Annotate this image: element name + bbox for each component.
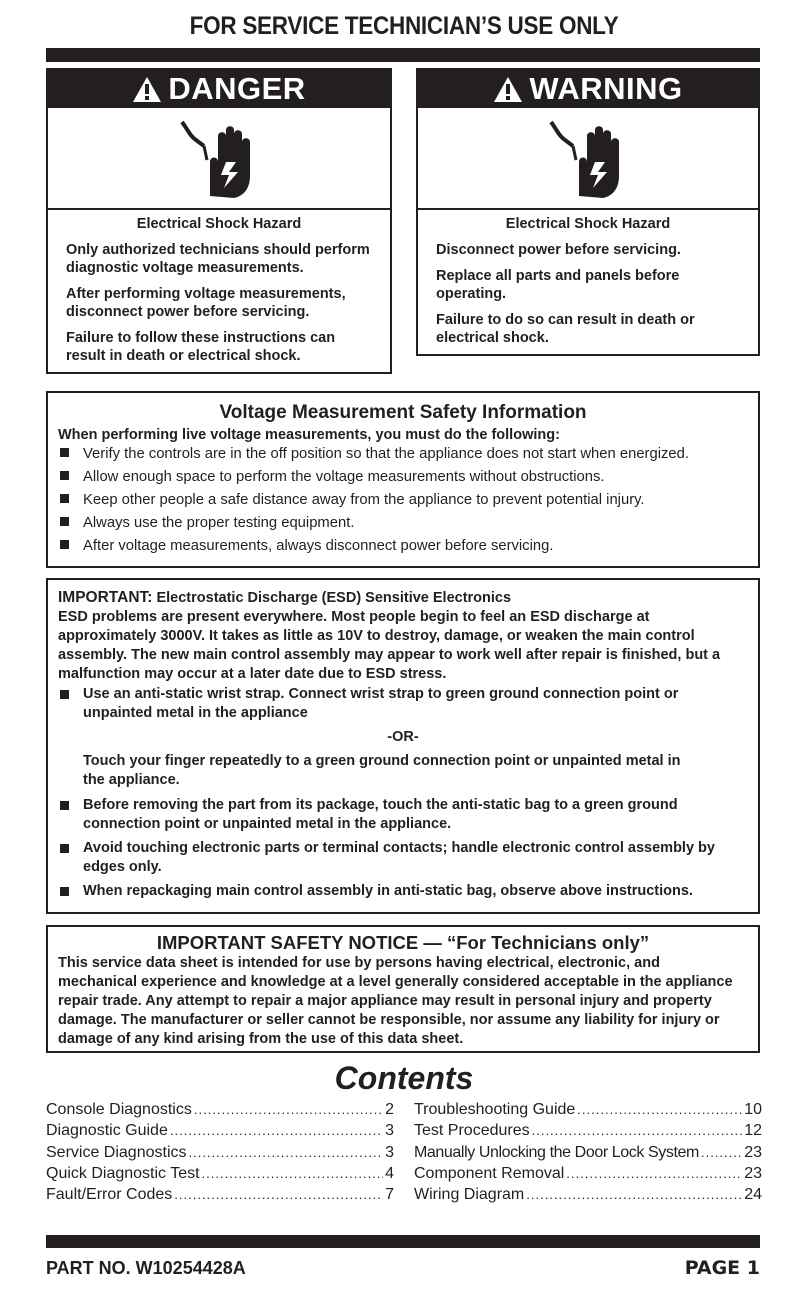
toc-label: Troubleshooting Guide [414, 1101, 576, 1118]
notice-body: This service data sheet is intended for use by persons having electrical, electronic, and mechanical experience and knowledge at a level generally considered acceptable in the appliance repair trade. Any attempt to repair a major appliance may result in personal injury and property damage. The manufacturer or seller cannot be responsible, nor assume any liability for injury or damage of any kind arising from the use of this data sheet. [58, 955, 733, 1047]
toc-entry[interactable] [46, 1184, 394, 1205]
danger-title: Electrical Shock Hazard [136, 216, 302, 232]
list-item: Use an anti-static wrist strap. Connect wrist strap to green ground connection point or unpainted metal in the appliance [48, 685, 758, 723]
esd-box [46, 578, 760, 914]
list-item: Allow enough space to perform the voltage measurements without obstructions. [48, 466, 758, 489]
list-item: Avoid touching electronic parts or terminal contacts; handle electronic control assembly by edges only. [48, 839, 758, 877]
toc-label: Diagnostic Guide [46, 1122, 168, 1140]
danger-label: DANGER [168, 71, 306, 106]
toc-label: Quick Diagnostic Test [46, 1164, 200, 1182]
esd-or: -OR- [387, 729, 419, 745]
toc-entry[interactable] [414, 1163, 762, 1184]
toc-page: 23 [744, 1164, 762, 1182]
esd-heading: Electrostatic Discharge (ESD) Sensitive Electronics [156, 590, 512, 606]
danger-line: After performing voltage measurements, disconnect power before servicing. [66, 286, 346, 320]
toc-page: 10 [744, 1101, 762, 1118]
toc-page: 3 [385, 1122, 394, 1140]
alert-triangle-icon [493, 76, 523, 103]
safety-notice-box [46, 925, 760, 1053]
toc-entry[interactable] [414, 1184, 762, 1205]
contents-title: Contents [334, 1060, 474, 1096]
page-title: FOR SERVICE TECHNICIAN’S USE ONLY [189, 12, 619, 40]
alert-triangle-icon [132, 76, 162, 103]
list-item: Verify the controls are in the off position so that the appliance does not start when energized. [48, 443, 758, 466]
toc-entry[interactable] [46, 1142, 394, 1163]
list-item: Keep other people a safe distance away from the appliance to prevent potential injury. [48, 489, 758, 512]
toc-right [414, 1099, 762, 1205]
warning-line: Disconnect power before servicing. [436, 242, 681, 258]
toc-left [46, 1099, 394, 1205]
list-item: Before removing the part from its package, touch the anti-static bag to a green ground connection point or unpainted metal in the appliance. [48, 796, 758, 834]
toc-entry[interactable] [414, 1099, 762, 1120]
toc-page: 12 [744, 1122, 762, 1140]
warning-title: Electrical Shock Hazard [505, 216, 671, 232]
list-item: Always use the proper testing equipment. [48, 512, 758, 535]
toc-page: 4 [385, 1164, 394, 1182]
toc-page: 24 [744, 1186, 762, 1204]
footer-rule [46, 1235, 760, 1248]
toc-label: Service Diagnostics [46, 1143, 187, 1161]
toc-label: Manually Unlocking the Door Lock System [414, 1143, 699, 1161]
toc-label: Component Removal [414, 1164, 565, 1182]
danger-line: Failure to follow these instructions can result in death or electrical shock. [66, 330, 336, 364]
page-number: PAGE 1 [684, 1257, 760, 1279]
warning-panel [416, 68, 760, 356]
warning-header [418, 70, 758, 108]
voltage-safety-box [46, 391, 760, 568]
danger-panel [46, 68, 392, 374]
warning-line: Replace all parts and panels before operating. [436, 268, 680, 302]
esd-item1-alt: Touch your finger repeatedly to a green ground connection point or unpainted metal in the appliance. [83, 753, 681, 788]
list-item: After voltage measurements, always disconnect power before servicing. [48, 535, 758, 558]
toc-page: 23 [744, 1143, 762, 1161]
toc-label: Wiring Diagram [414, 1186, 525, 1204]
toc-label: Test Procedures [414, 1122, 530, 1140]
toc-entry[interactable] [46, 1099, 394, 1120]
header-rule [46, 48, 760, 62]
danger-header [48, 70, 390, 108]
toc-entry[interactable] [414, 1142, 762, 1163]
warning-label: WARNING [529, 71, 683, 106]
toc-page: 2 [385, 1101, 394, 1118]
toc-page: 3 [385, 1143, 394, 1161]
esd-body: ESD problems are present everywhere. Most people begin to feel an ESD discharge at approximately 3000V. It takes as little as 10V to destroy, damage, or weaken the main control assembly. The new main control assembly may appear to work well after repair is finished, but a malfunction may occur at a later date due to ESD stress. [58, 609, 721, 682]
toc-entry[interactable] [46, 1120, 394, 1141]
danger-pictogram [48, 108, 390, 210]
warning-pictogram [418, 108, 758, 210]
toc-label: Fault/Error Codes [46, 1186, 173, 1204]
warning-line: Failure to do so can result in death or electrical shock. [436, 312, 695, 346]
voltage-title: Voltage Measurement Safety Information [219, 402, 587, 423]
notice-title: IMPORTANT SAFETY NOTICE — “For Technicians only” [156, 932, 650, 953]
electrical-shock-hand-icon [543, 116, 633, 200]
voltage-intro: When performing live voltage measurements, you must do the following: [58, 427, 560, 443]
danger-line: Only authorized technicians should perform diagnostic voltage measurements. [66, 242, 370, 276]
toc-label: Console Diagnostics [46, 1101, 192, 1118]
part-number: PART NO. W10254428A [46, 1258, 246, 1278]
toc-entry[interactable] [46, 1163, 394, 1184]
toc-page: 7 [385, 1186, 394, 1204]
electrical-shock-hand-icon [174, 116, 264, 200]
esd-important: IMPORTANT: [58, 589, 153, 606]
toc-entry[interactable] [414, 1120, 762, 1141]
list-item: When repackaging main control assembly in anti-static bag, observe above instructions. [48, 882, 758, 901]
